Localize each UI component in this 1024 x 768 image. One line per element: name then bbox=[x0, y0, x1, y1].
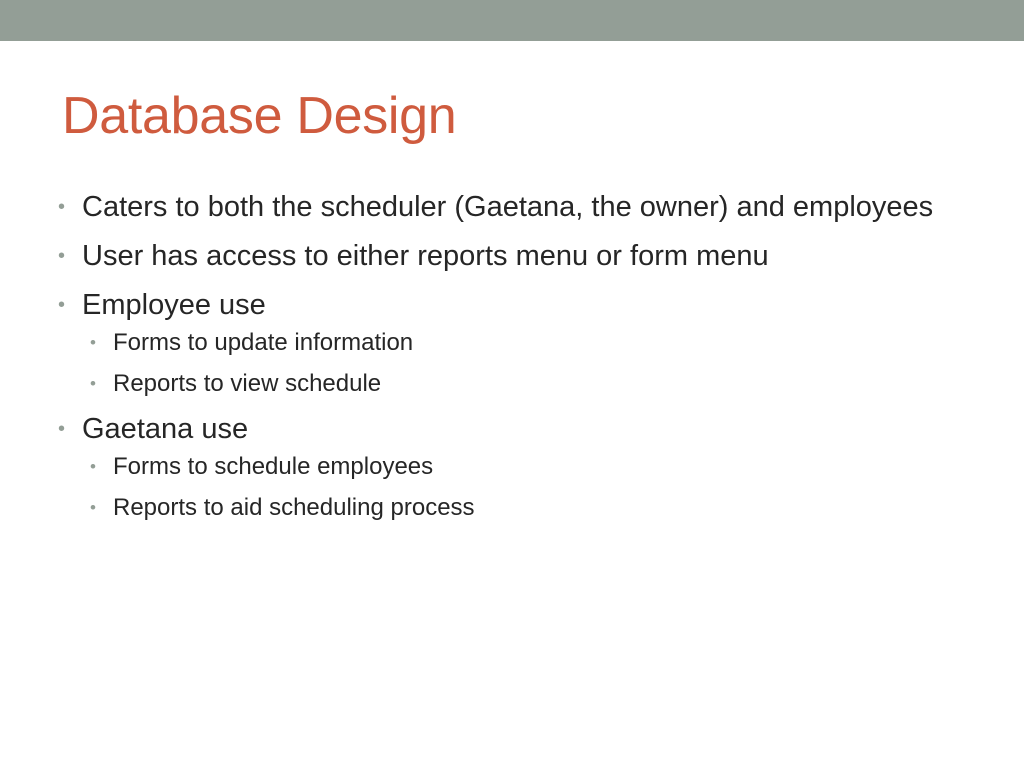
bullet-dot-icon: • bbox=[58, 196, 66, 218]
bullet-dot-icon: • bbox=[58, 294, 66, 316]
sub-bullet-dot-icon: • bbox=[90, 374, 96, 393]
sub-bullet-list bbox=[82, 327, 958, 399]
bullet-item bbox=[58, 285, 958, 399]
sub-bullet-item bbox=[82, 327, 958, 358]
bullet-text: User has access to either reports menu or form menu bbox=[82, 240, 769, 272]
sub-bullet-text: Forms to update information bbox=[113, 329, 414, 356]
bullet-text: Caters to both the scheduler (Gaetana, the owner) and employees bbox=[82, 191, 934, 223]
sub-bullet-dot-icon: • bbox=[90, 333, 96, 352]
sub-bullet-text: Forms to schedule employees bbox=[113, 453, 434, 480]
sub-bullet-item bbox=[82, 451, 958, 482]
sub-bullet-list bbox=[82, 451, 958, 523]
bullet-item bbox=[58, 236, 958, 276]
sub-bullet-dot-icon: • bbox=[90, 457, 96, 476]
bullet-item bbox=[58, 409, 958, 523]
top-accent-band bbox=[0, 0, 1024, 41]
bullet-dot-icon: • bbox=[58, 418, 66, 440]
sub-bullet-dot-icon: • bbox=[90, 498, 96, 517]
bullet-text: Gaetana use bbox=[82, 413, 249, 445]
bullet-item bbox=[58, 187, 958, 227]
bullet-text: Employee use bbox=[82, 289, 266, 321]
slide-title: Database Design bbox=[62, 87, 457, 145]
sub-bullet-text: Reports to aid scheduling process bbox=[113, 494, 475, 521]
bullet-dot-icon: • bbox=[58, 245, 66, 267]
bullet-list bbox=[58, 187, 958, 533]
sub-bullet-item bbox=[82, 368, 958, 399]
sub-bullet-item bbox=[82, 492, 958, 523]
sub-bullet-text: Reports to view schedule bbox=[113, 370, 382, 397]
